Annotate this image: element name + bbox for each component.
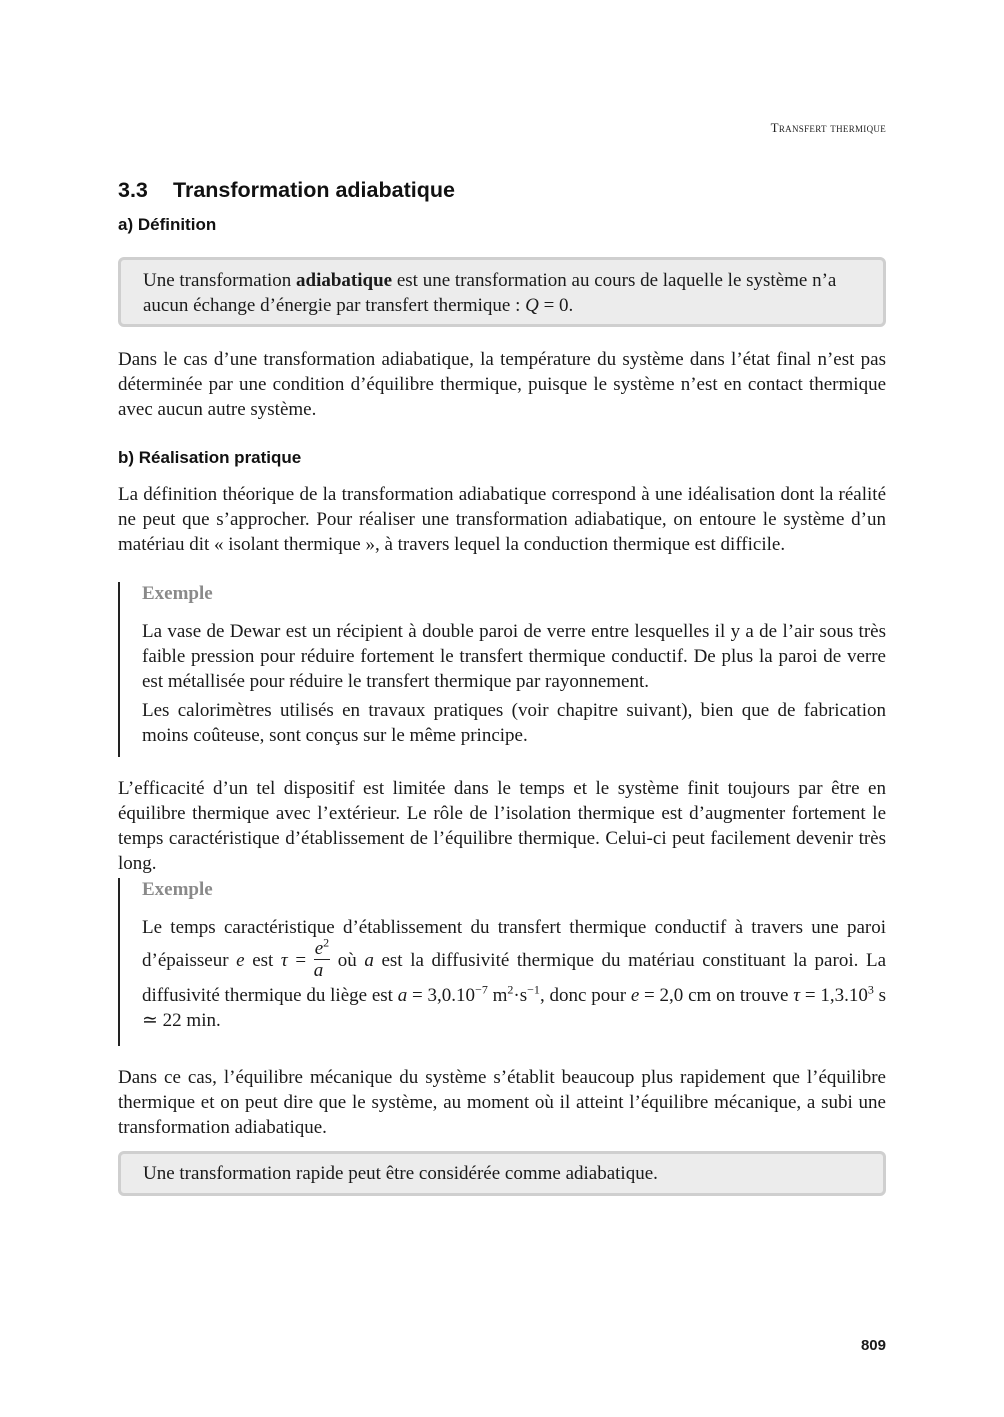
section-title-text: Transformation adiabatique [173,178,455,202]
definition-bold-term: adiabatique [296,270,393,291]
definition-text-2: est une transformation au cours de laquelle le système n’a aucun échange d’énergie par transfert thermique : [143,270,837,316]
paragraph-4: Dans ce cas, l’équilibre mécanique du système s’établit beaucoup plus rapidement que l’équilibre thermique et on peut dire que le système, au moment où il atteint l’équilibre mécanique, a subi une transformation adiabatique. [118,1067,886,1138]
page [118,0,886,1417]
conclusion-box: Une transformation rapide peut être considérée comme adiabatique. [118,1151,886,1196]
section-title [118,178,455,203]
subsection-a-title: a) Définition [118,215,217,234]
example-label: Exemple [142,879,213,900]
definition-text-1: Une transformation [143,270,297,291]
example-label: Exemple [142,583,213,604]
section-number: 3.3 [118,178,148,202]
page-number: 809 [860,1337,886,1354]
example-block-2 [118,878,886,1046]
example-1-paragraph-2: Les calorimètres utilisés en travaux pratiques (voir chapitre suivant), bien que de fabrication moins coûteuse, sont conçus sur le même principe. [142,700,886,746]
definition-q-symbol: Q [525,295,539,316]
running-header: Transfert thermique [770,120,886,135]
example-block-1 [118,582,886,757]
paragraph-2: La définition théorique de la transformation adiabatique correspond à une idéalisation dont la réalité ne peut que s’approcher. Pour réaliser une transformation adiabatique, on entoure le système d’un matériau dit « isolant thermique », à travers lequel la conduction thermique est difficile. [118,484,886,555]
example-1-paragraph-1: La vase de Dewar est un récipient à double paroi de verre entre lesquelles il y a de l’air sous très faible pression pour réduire fortement le transfert thermique conductif. De plus la paroi de verre est métallisée pour réduire le transfert thermique par rayonnement. [142,621,886,692]
fraction-e2-over-a: $\frac{e^2}{a}$ [313,935,330,981]
paragraph-1: Dans le cas d’une transformation adiabatique, la température du système dans l’état final n’est pas déterminée par une condition d’équilibre thermique, puisque le système n’est en contact thermique avec aucun autre système. [118,349,886,420]
definition-text-3: = 0. [538,295,574,316]
example-2-paragraph: Le temps caractéristique d’établissement du transfert thermique conductif à travers une paroi d’épaisseur e est τ = $\frac{e^2}{a}$ où a est la diffusivité thermique du matériau constituant la paroi. La diffusivité thermique du liège est $a = 3,0.10^{-7}$ $m^2\cdot s^{-1}$, donc pour e = 2,0 cm on trouve $\tau = 1,3.10^3$ s ≃ 22 min. [142,917,887,1031]
subsection-b-title: b) Réalisation pratique [118,448,302,467]
paragraph-3: L’efficacité d’un tel dispositif est limitée dans le temps et le système finit toujours par être en équilibre thermique avec l’extérieur. Le rôle de l’isolation thermique est d’augmenter fortement le temps caractéristique d’établissement de l’équilibre thermique. Celui-ci peut facilement devenir très long. [118,778,886,874]
definition-box [118,257,886,327]
